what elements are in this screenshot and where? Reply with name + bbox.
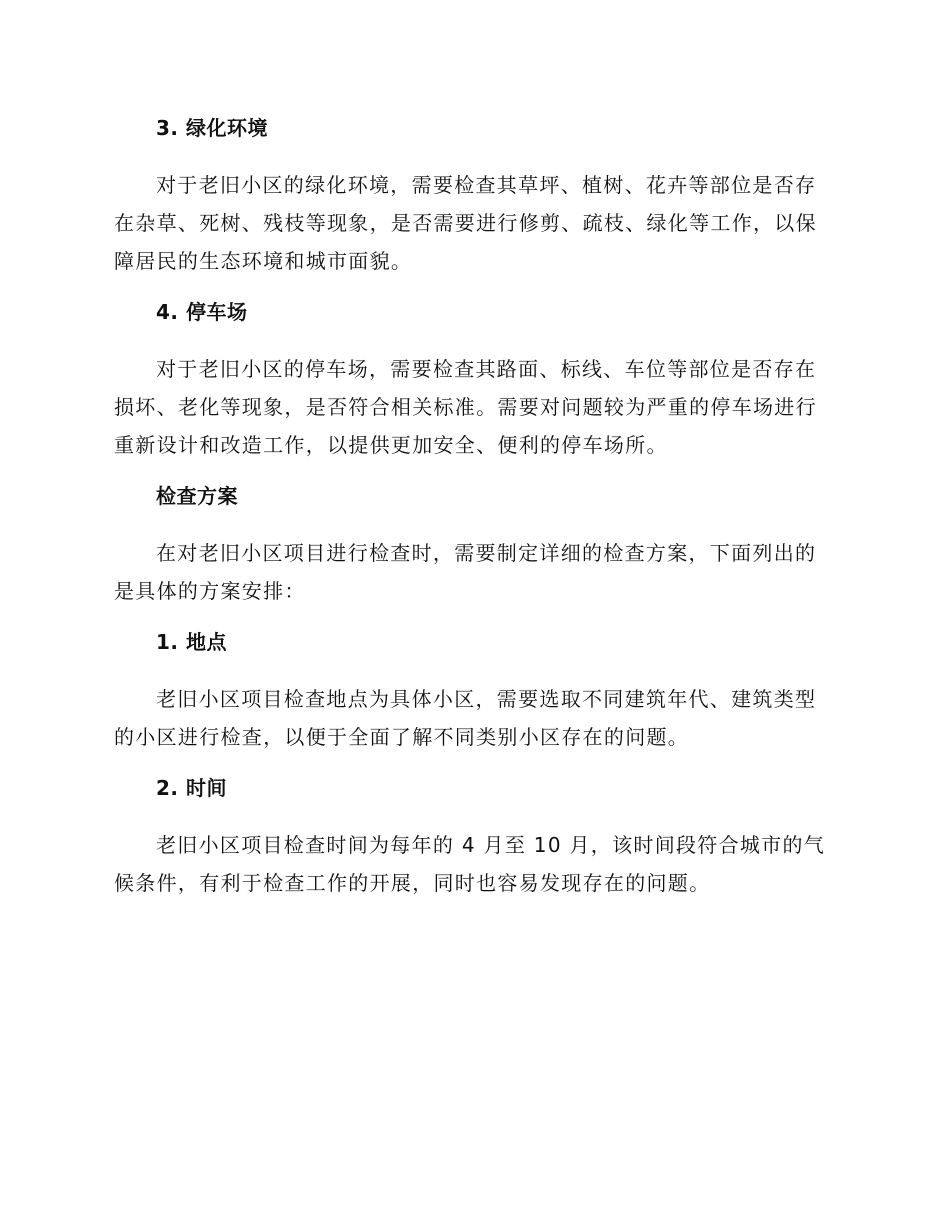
section-body-inspection-plan: 在对老旧小区项目进行检查时，需要制定详细的检查方案，下面列出的是具体的方案安排： xyxy=(114,541,817,603)
section-heading-inspection-plan: 检查方案 xyxy=(156,484,238,508)
section-body-greening: 对于老旧小区的绿化环境，需要检查其草坪、植树、花卉等部位是否存在杂草、死树、残枝等现象，是否需要进行修剪、疏枝、绿化等工作，以保障居民的生态环境和城市面貌。 xyxy=(114,173,817,273)
section-heading-time: 2. 时间 xyxy=(156,776,227,800)
document-page xyxy=(114,112,834,918)
section-heading-location: 1. 地点 xyxy=(156,630,227,654)
section-body-location: 老旧小区项目检查地点为具体小区，需要选取不同建筑年代、建筑类型的小区进行检查，以便于全面了解不同类别小区存在的问题。 xyxy=(114,687,817,749)
section-body-parking: 对于老旧小区的停车场，需要检查其路面、标线、车位等部位是否存在损坏、老化等现象，是否符合相关标准。需要对问题较为严重的停车场进行重新设计和改造工作，以提供更加安全、便利的停车场所。 xyxy=(114,357,817,457)
section-heading-greening: 3. 绿化环境 xyxy=(156,116,268,140)
section-body-time: 老旧小区项目检查时间为每年的 4 月至 10 月，该时间段符合城市的气候条件，有利于检查工作的开展，同时也容易发现存在的问题。 xyxy=(114,833,826,895)
section-heading-parking: 4. 停车场 xyxy=(156,300,248,324)
